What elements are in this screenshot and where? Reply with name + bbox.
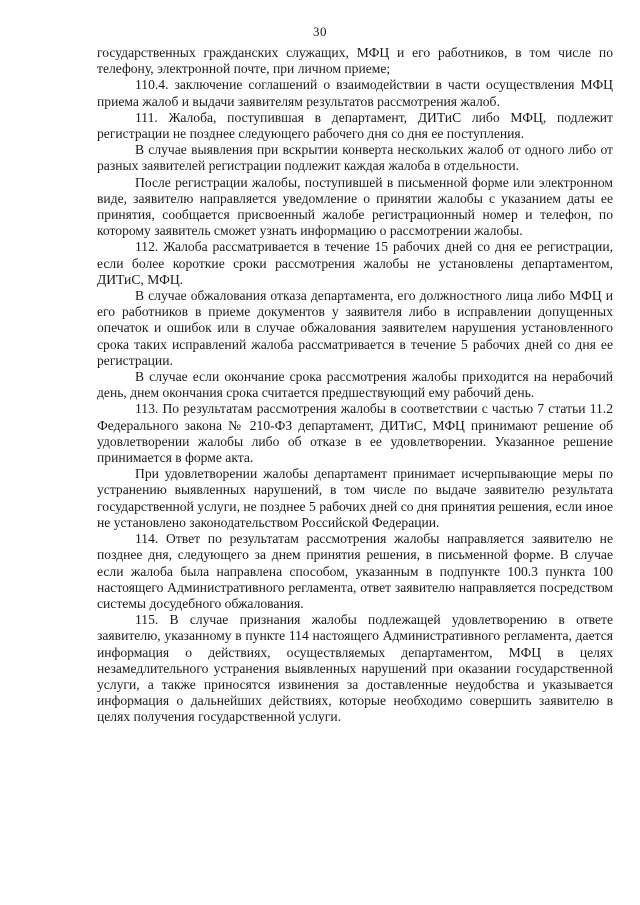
document-body [97, 45, 613, 726]
paragraph: После регистрации жалобы, поступившей в письменной форме или электронном виде, заявителю направляется уведомление о принятии жалобы с указанием даты ее принятия, сообщается присвоенный жалобе регистрационный номер и телефон, по которому заявитель сможет узнать информацию о рассмотрении жалобы. [97, 174, 613, 239]
paragraph: 110.4. заключение соглашений о взаимодействии в части осуществления МФЦ приема жалоб и выдачи заявителям результатов рассмотрения жалоб. [97, 77, 613, 109]
paragraph: 112. Жалоба рассматривается в течение 15 рабочих дней со дня ее регистрации, если более короткие сроки рассмотрения жалобы не установлены департаментом, ДИТиС, МФЦ. [97, 239, 613, 287]
paragraph: 114. Ответ по результатам рассмотрения жалобы направляется заявителю не позднее дня, следующего за днем принятия решения, в письменной форме. В случае если жалоба была направлена способом, указанным в подпункте 100.3 пункта 100 настоящего Административного регламента, ответ заявителю направляется посредством системы досудебного обжалования. [97, 531, 613, 611]
paragraph: При удовлетворении жалобы департамент принимает исчерпывающие меры по устранению выявленных нарушений, в том числе по выдаче заявителю результата государственной услуги, не позднее 5 рабочих дней со дня принятия решения, если иное не установлено законодательством Российской Федерации. [97, 466, 613, 530]
paragraph: 115. В случае признания жалобы подлежащей удовлетворению в ответе заявителю, указанному в пункте 114 настоящего Административного регламента, дается информация о действиях, осуществляемых департаментом, МФЦ в целях незамедлительного устранения выявленных нарушений при оказании государственной услуги, а также приносятся извинения за доставленные неудобства и указывается информация о дальнейших действиях, которые необходимо совершить заявителю в целях получения государственной услуги. [97, 612, 613, 725]
paragraph: 113. По результатам рассмотрения жалобы в соответствии с частью 7 статьи 11.2 Федерального закона № 210-ФЗ департамент, ДИТиС, МФЦ принимают решение об удовлетворении жалобы либо об отказе в ее удовлетворении. Указанное решение принимается в форме акта. [97, 401, 613, 466]
paragraph: В случае выявления при вскрытии конверта нескольких жалоб от одного либо от разных заявителей регистрации подлежит каждая жалоба в отдельности. [97, 142, 613, 174]
paragraph: 111. Жалоба, поступившая в департамент, ДИТиС либо МФЦ, подлежит регистрации не позднее следующего рабочего дня со дня ее поступления. [97, 109, 613, 142]
paragraph: В случае обжалования отказа департамента, его должностного лица либо МФЦ и его работников в приеме документов у заявителя либо в исправлении допущенных опечаток и ошибок или в случае обжалования заявителем нарушения установленного срока таких исправлений жалоба рассматривается в течение 5 рабочих дней со дня ее регистрации. [97, 288, 613, 368]
paragraph: государственных гражданских служащих, МФЦ и его работников, в том числе по телефону, электронной почте, при личном приеме; [97, 45, 613, 77]
paragraph: В случае если окончание срока рассмотрения жалобы приходится на нерабочий день, днем окончания срока считается предшествующий ему рабочий день. [97, 369, 613, 401]
page-number: 30 [313, 24, 327, 39]
